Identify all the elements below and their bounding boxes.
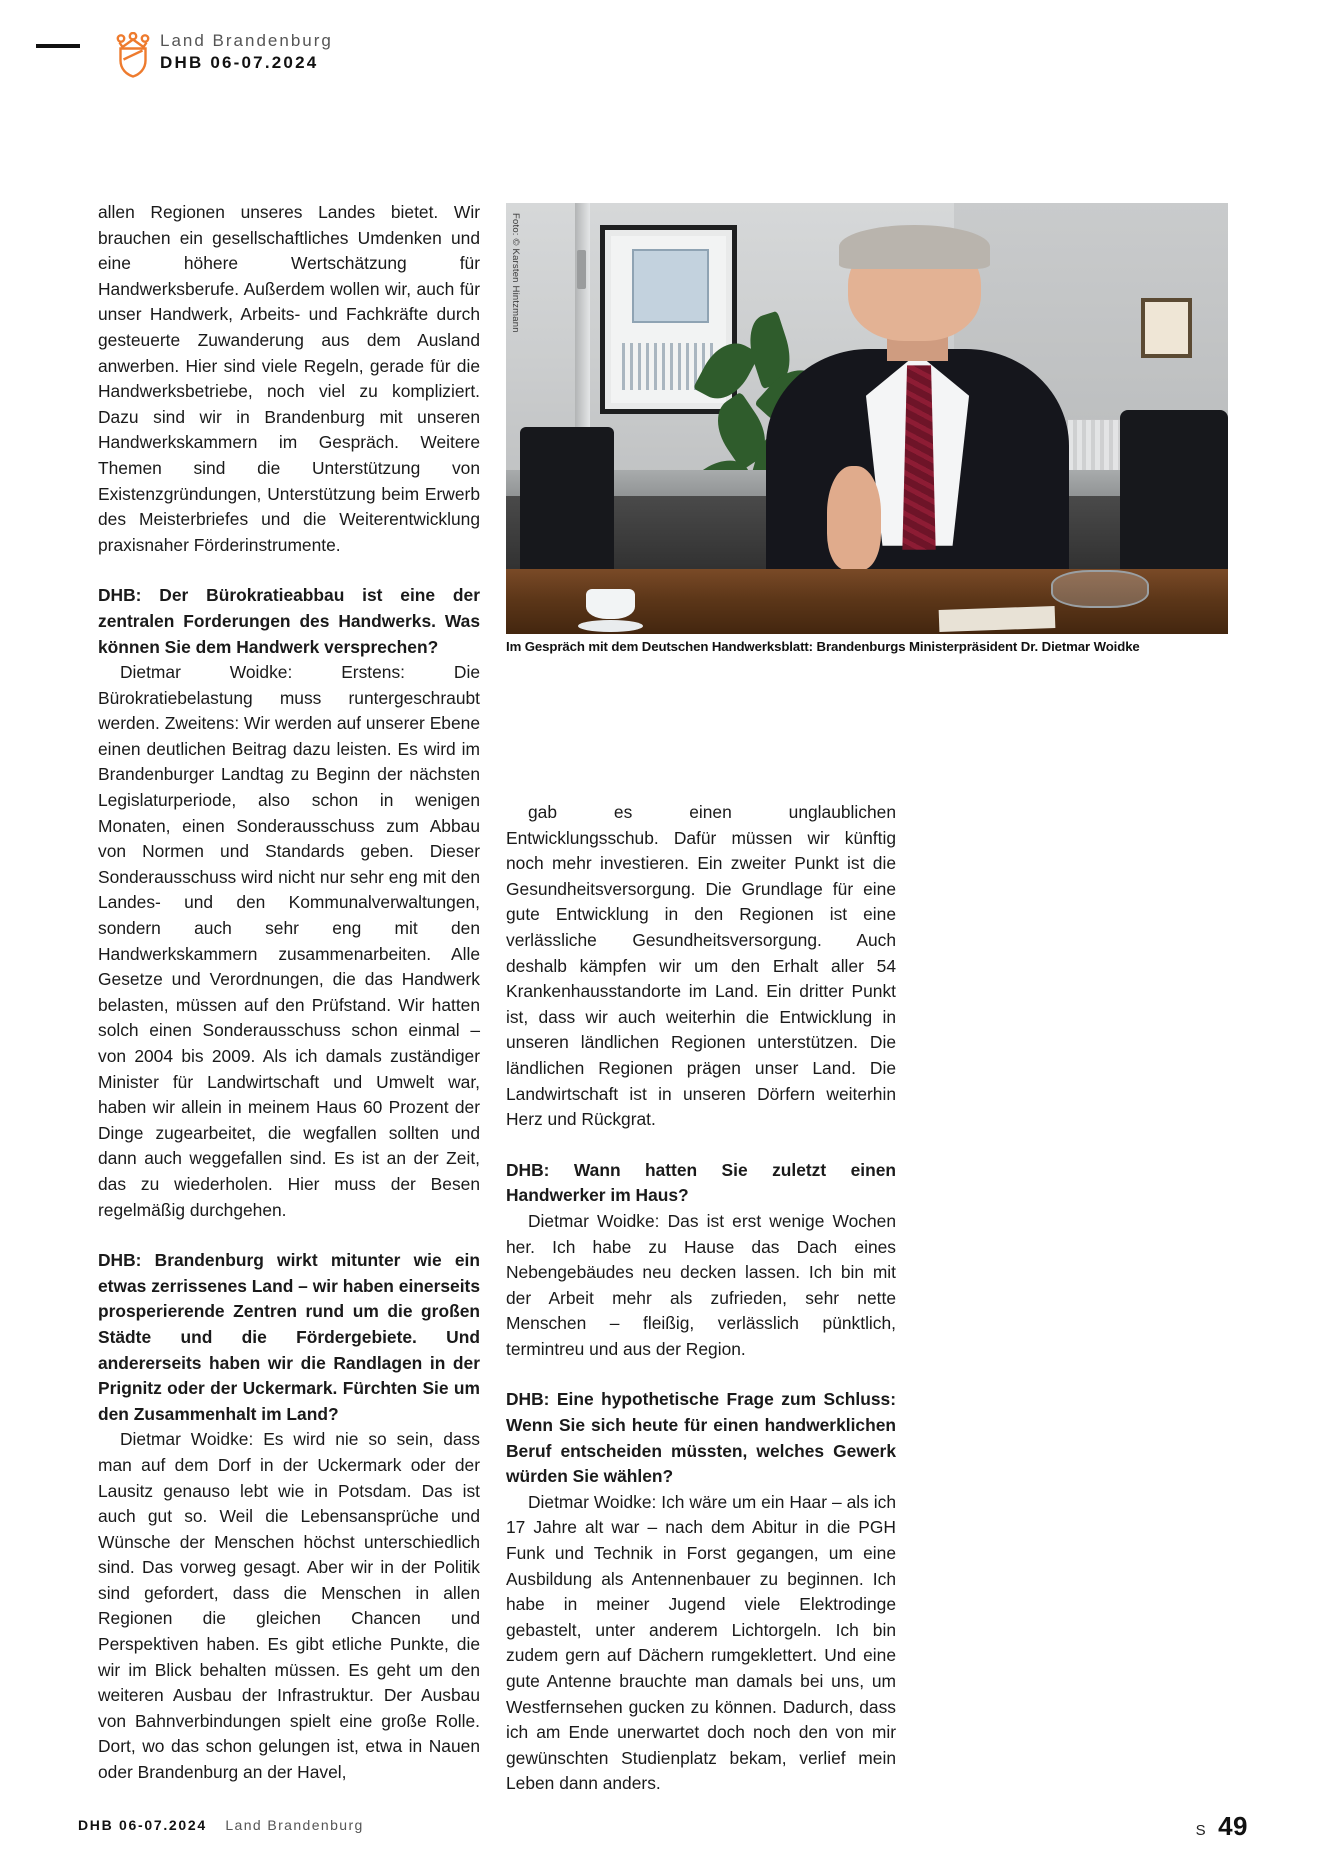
question-heading: DHB: Wann hatten Sie zuletzt einen Handwerker im Haus? — [506, 1159, 896, 1206]
article-column-right — [506, 800, 896, 1797]
photo-paper — [939, 606, 1055, 632]
photo-chair-right — [1120, 410, 1228, 582]
photo-person-hair — [839, 225, 991, 269]
photo-chair-left — [520, 427, 614, 574]
photo-glasses — [1051, 570, 1149, 608]
photo-picture-shape — [632, 249, 710, 323]
photo-person-tie — [902, 365, 935, 549]
paragraph-gap — [506, 1133, 896, 1158]
paragraph-body: Dietmar Woidke: Es wird nie so sein, dass man auf dem Dorf in der Uckermark oder der Lausitz genauso lebt wie in Potsdam. Das ist auch gut so. Weil die Lebensansprüche und Wünsche der Menschen höchst unterschiedlich sind. Das vorweg gesagt. Aber wir in der Politik sind gefordert, dass die Menschen in allen Regionen die gleichen Chancen und Perspektiven haben. Es gibt etliche Punkte, die wir im Blick behalten müssen. Es geht um den weiteren Ausbau der Infrastruktur. Der Ausbau von Bahnverbindungen spielt eine große Rolle. Dort, wo das schon gelungen ist, etwa in Nauen oder Brandenburg an der Havel, — [98, 1429, 480, 1783]
photo-coffee-cup — [578, 584, 643, 631]
footer-page-number: 49 — [1218, 1811, 1248, 1841]
question-heading: DHB: Der Bürokratieabbau ist eine der zentralen Forderungen des Handwerks. Was können Sie dem Handwerk versprechen? — [98, 585, 480, 657]
footer-page-group — [1196, 1811, 1248, 1842]
footer-issue: DHB 06-07.2024 — [78, 1817, 207, 1833]
paragraph-body: allen Regionen unseres Landes bietet. Wir brauchen ein gesellschaftliches Umdenken und eine höhere Wertschätzung für Handwerksberufe. Außerdem wollen wir, auch für unser Handwerk, Arbeits- und Fachkräfte durch gesteuerte Zuwanderung aus dem Ausland anwerben. Hier sind viele Regeln, gerade für die Handwerksbetriebe, noch viel zu kompliziert. Dazu sind wir in Brandenburg mit unseren Handwerkskammern im Gespräch. Weitere Themen sind die Unterstützung von Existenzgründungen, Unterstützung beim Erwerb des Meisterbriefes und die Weiterentwicklung praxisnaher Förderinstrumente. — [98, 202, 480, 555]
paragraph-gap — [506, 1362, 896, 1387]
question-heading: DHB: Eine hypothetische Frage zum Schluss: Wenn Sie sich heute für einen handwerklichen Beruf entscheiden müssten, welches Gewerk würden Sie wählen? — [506, 1389, 896, 1487]
article-column-left — [98, 200, 480, 1786]
footer-page-prefix: S — [1195, 1822, 1207, 1839]
header-brand-text — [160, 30, 333, 74]
footer-brand-name: Land Brandenburg — [225, 1817, 364, 1833]
paragraph-body: Dietmar Woidke: Erstens: Die Bürokratiebelastung muss runtergeschraubt werden. Zweitens: Wir werden auf unserer Ebene einen deutlichen Beitrag dazu leisten. Es wird im Brandenburger Landtag zu Beginn der nächsten Legislaturperiode, also schon in wenigen Monaten, einen Sonderausschuss zum Abbau von Normen und Standards geben. Dieser Sonderausschuss wird nicht nur sehr eng mit den Landes- und den Kommunalverwaltungen, sondern auch sehr eng mit den Handwerkskammern zusammenarbeiten. Alle Gesetze und Verordnungen, die das Handwerk belasten, müssen auf den Prüfstand. Wir hatten solch einen Sonderausschuss schon einmal – von 2004 bis 2009. Als ich damals zuständiger Minister für Landwirtschaft und Umwelt war, haben wir allein in meinem Haus 60 Prozent der Dinge zugearbeitet, die wegfallen sollten und dann auch weggefallen sind. Es ist an der Zeit, das zu wiederholen. Hier muss der Besen regelmäßig durchgehen. — [98, 662, 480, 1220]
photo-canvas — [506, 203, 1228, 634]
header-issue: DHB 06-07.2024 — [160, 53, 319, 72]
photo-door-handle — [577, 250, 586, 289]
page-header — [36, 30, 1290, 90]
paragraph-body: Dietmar Woidke: Das ist erst wenige Wochen her. Ich habe zu Hause das Dach eines Nebengebäudes neu decken lassen. Ich bin mit der Arbeit mehr als zufrieden, sehr nette Menschen – fleißig, verlässlich pünktlich, termintreu und aus der Region. — [506, 1210, 896, 1359]
question-heading: DHB: Brandenburg wirkt mitunter wie ein etwas zerrissenes Land – wir haben einerseits prosperierende Zentren rund um die großen Städte und die Fördergebiete. Und andererseits haben wir die Randlagen in der Prignitz oder der Uckermark. Fürchten Sie um den Zusammenhalt im Land? — [98, 1250, 480, 1424]
paragraph-gap — [98, 558, 480, 583]
page-footer — [78, 1811, 1248, 1847]
header-rule — [36, 44, 80, 48]
photo-person-hand — [827, 466, 882, 570]
brandenburg-coat-of-arms-icon — [114, 32, 152, 78]
footer-left-group — [78, 1817, 364, 1835]
photo-saucer — [578, 620, 643, 632]
photo-credit: Foto: © Karsten Hintzmann — [510, 213, 521, 333]
paragraph-body: gab es einen unglaublichen Entwicklungsschub. Dafür müssen wir künftig noch mehr investieren. Ein zweiter Punkt ist die Gesundheitsversorgung. Die Grundlage für eine gute Entwicklung in den Regionen ist eine verlässliche Gesundheitsversorgung. Auch deshalb kämpfen wir um den Erhalt aller 54 Krankenhausstandorte im Land. Ein dritter Punkt ist, dass wir auch weiterhin die Entwicklung in unseren ländlichen Regionen unterstützen. Die ländlichen Regionen prägen unser Land. Die Landwirtschaft ist in unseren Dörfern weiterhin Herz und Rückgrat. — [506, 802, 896, 1130]
photo-caption: Im Gespräch mit dem Deutschen Handwerksblatt: Brandenburgs Ministerpräsident Dr. Dietmar Woidke — [506, 639, 1140, 654]
paragraph-body: Dietmar Woidke: Ich wäre um ein Haar – als ich 17 Jahre alt war – nach dem Abitur in die PGH Funk und Technik in Forst gegangen, um eine Ausbildung als Antennenbauer zu beginnen. Ich habe in meiner Jugend viele Elektrodinge gebastelt, unter anderem Lichtorgeln. Ich bin zudem gern auf Dächern rumgeklettert. Und eine gute Antenne brauchte man damals bei uns, um Westfernsehen gucken zu können. Dadurch, dass ich am Ende unerwartet doch noch den von mir gewünschten Studienplatz bekam, verlief mein Leben dann anders. — [506, 1491, 896, 1794]
paragraph-gap — [98, 1223, 480, 1248]
header-brand-name: Land Brandenburg — [160, 31, 333, 50]
photo-small-frame — [1141, 298, 1192, 358]
interview-photo — [506, 203, 1228, 634]
photo-cup-body — [586, 589, 635, 618]
